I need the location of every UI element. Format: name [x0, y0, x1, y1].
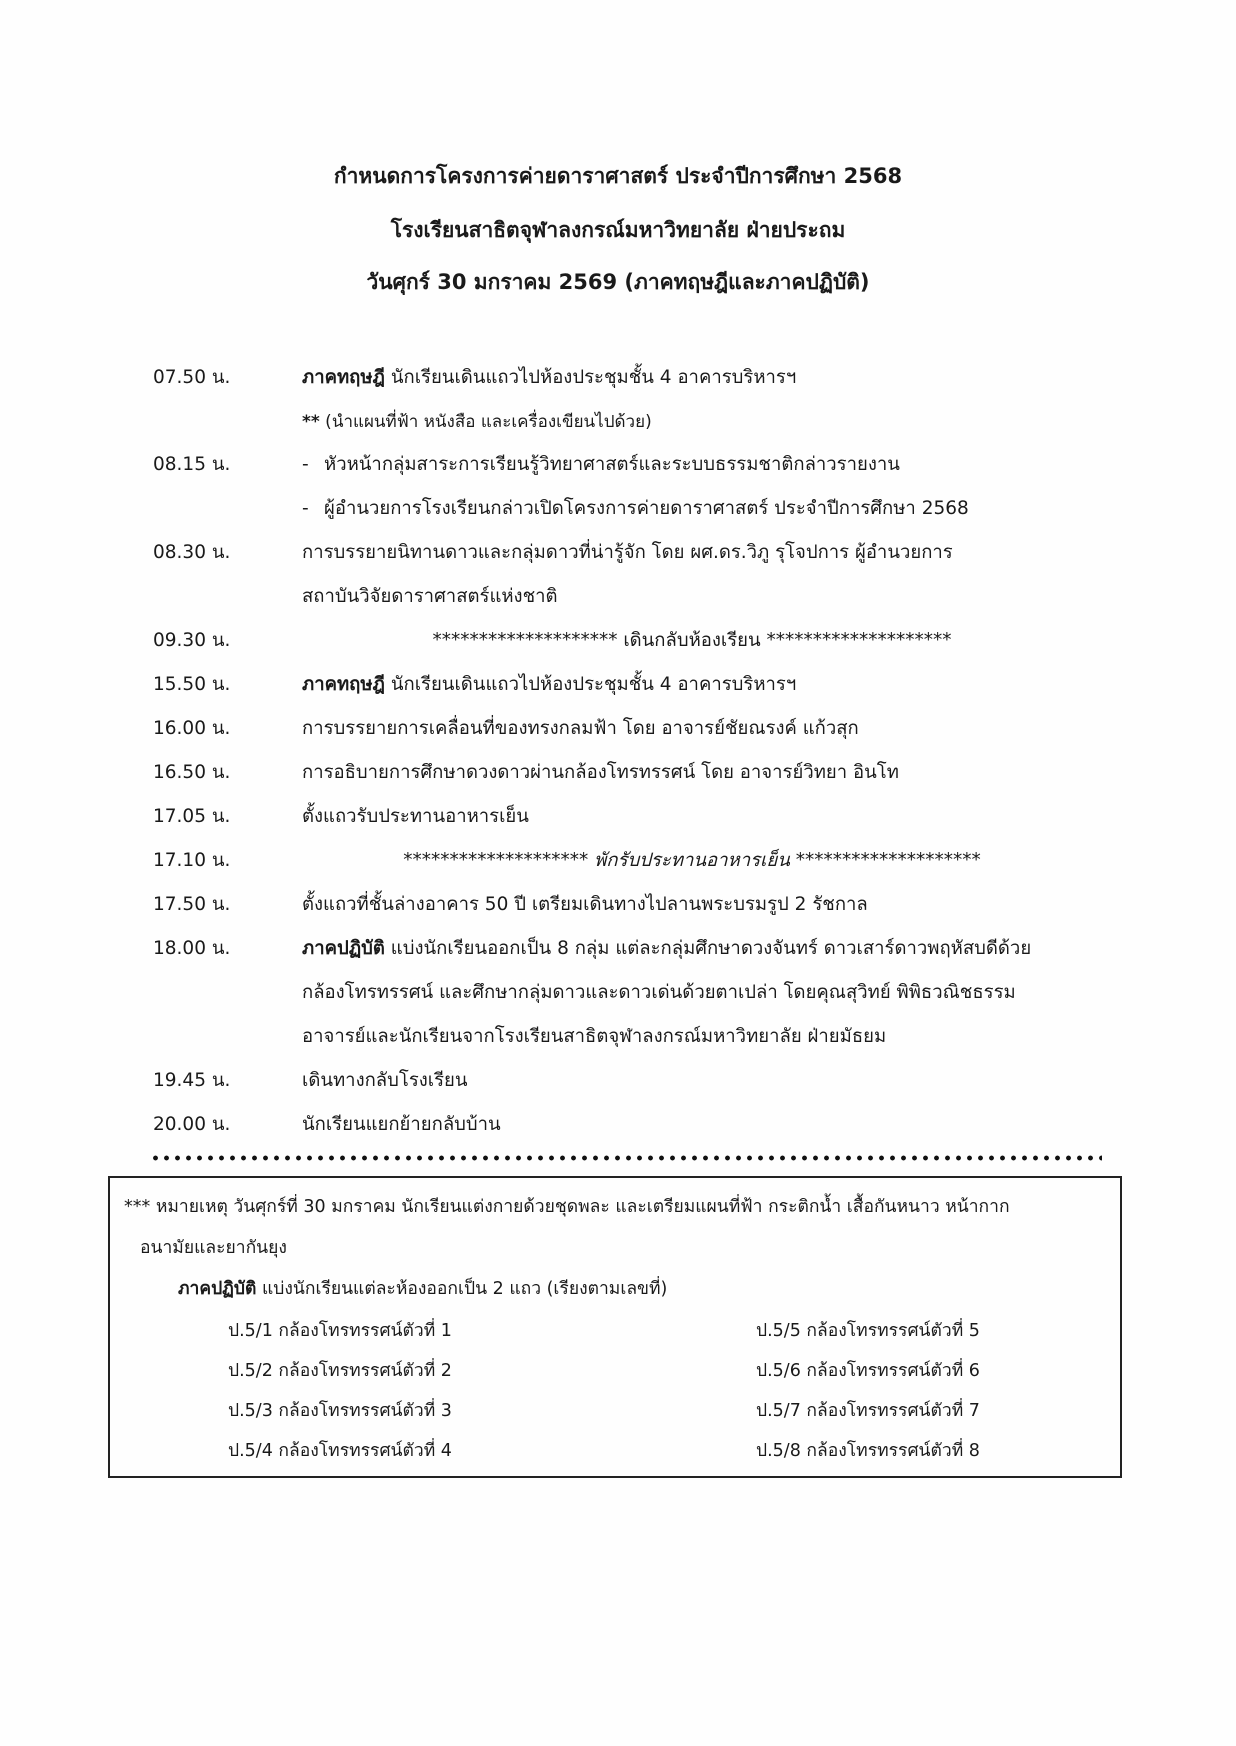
telescope-assignment: ป.5/3 กล้องโทรทรรศน์ตัวที่ 3: [228, 1401, 452, 1421]
schedule-description: (นำแผนที่ฟ้า หนังสือ และเครื่องเขียนไปด้วย): [319, 412, 652, 432]
schedule-time: 17.10 น.: [153, 850, 231, 871]
schedule-time: 17.50 น.: [153, 894, 231, 915]
stars-marker: **: [302, 412, 320, 432]
bullet-dash: -: [302, 498, 309, 519]
schedule-time: 17.05 น.: [153, 806, 231, 827]
schedule-description: แบ่งนักเรียนออกเป็น 8 กลุ่ม แต่ละกลุ่มศึกษาดวงจันทร์ ดาวเสาร์ดาวพฤหัสบดีด้วย: [384, 938, 1032, 959]
dotted-divider: [150, 1155, 1102, 1161]
bullet-dash: -: [302, 454, 309, 475]
school-name: โรงเรียนสาธิตจุฬาลงกรณ์มหาวิทยาลัย ฝ่ายประถม: [390, 218, 846, 242]
bullet-item: [302, 452, 900, 478]
event-date: วันศุกร์ 30 มกราคม 2569 (ภาคทฤษฎีและภาคปฏิบัติ): [366, 270, 870, 294]
schedule-time: 20.00 น.: [153, 1114, 231, 1135]
schedule-time: 16.50 น.: [153, 762, 231, 783]
schedule-description: สถาบันวิจัยดาราศาสตร์แห่งชาติ: [302, 586, 558, 607]
document-title: กำหนดการโครงการค่ายดาราศาสตร์ ประจำปีการศึกษา 2568: [333, 164, 903, 188]
note-text-continuation: อนามัยและยากันยุง: [140, 1238, 287, 1258]
schedule-description: กล้องโทรทรรศน์ และศึกษากลุ่มดาวและดาวเด่นด้วยตาเปล่า โดยคุณสุวิทย์ พิพิธวณิชธรรม: [302, 982, 1016, 1003]
practice-description: แบ่งนักเรียนแต่ละห้องออกเป็น 2 แถว (เรียงตามเลขที่): [256, 1279, 668, 1299]
schedule-text: [302, 672, 796, 698]
schedule-time: 08.15 น.: [153, 454, 231, 475]
schedule-description: นักเรียนเดินแถวไปห้องประชุมชั้น 4 อาคารบริหารฯ: [384, 674, 797, 695]
schedule-description: เดินทางกลับโรงเรียน: [302, 1070, 468, 1091]
schedule-time: 18.00 น.: [153, 938, 231, 959]
schedule-description: ตั้งแถวที่ชั้นล่างอาคาร 50 ปี เตรียมเดินทางไปลานพระบรมรูป 2 รัชกาล: [302, 894, 868, 915]
schedule-description: การบรรยายนิทานดาวและกลุ่มดาวที่น่ารู้จัก โดย ผศ.ดร.วิภู รุโจปการ ผู้อำนวยการ: [302, 542, 953, 563]
schedule-description: นักเรียนเดินแถวไปห้องประชุมชั้น 4 อาคารบริหารฯ: [384, 367, 797, 388]
schedule-time: 15.50 น.: [153, 674, 231, 695]
telescope-assignment: ป.5/8 กล้องโทรทรรศน์ตัวที่ 8: [756, 1441, 980, 1461]
bullet-item: [302, 496, 969, 522]
break-banner: ******************** พักรับประทานอาหารเย็น ********************: [403, 850, 981, 871]
schedule-description: การอธิบายการศึกษาดวงดาวผ่านกล้องโทรทรรศน์ โดย อาจารย์วิทยา อินโท: [302, 762, 899, 783]
schedule-description: หัวหน้ากลุ่มสาระการเรียนรู้วิทยาศาสตร์และระบบธรรมชาติกล่าวรายงาน: [324, 454, 900, 475]
telescope-assignment: ป.5/5 กล้องโทรทรรศน์ตัวที่ 5: [756, 1321, 980, 1341]
schedule-text: [302, 365, 796, 391]
schedule-description: การบรรยายการเคลื่อนที่ของทรงกลมฟ้า โดย อาจารย์ชัยณรงค์ แก้วสุก: [302, 718, 859, 739]
session-label: ภาคปฏิบัติ: [178, 1279, 257, 1299]
schedule-text: [302, 936, 1031, 962]
note-text: *** หมายเหตุ วันศุกร์ที่ 30 มกราคม นักเรียนแต่งกายด้วยชุดพละ และเตรียมแผนที่ฟ้า กระติกน้ำ เสื้อกันหนาว หน้ากาก: [124, 1197, 1010, 1217]
schedule-description: นักเรียนแยกย้ายกลับบ้าน: [302, 1114, 501, 1135]
schedule-description: อาจารย์และนักเรียนจากโรงเรียนสาธิตจุฬาลงกรณ์มหาวิทยาลัย ฝ่ายมัธยม: [302, 1026, 887, 1047]
schedule-time: 07.50 น.: [153, 367, 231, 388]
schedule-text: [302, 409, 652, 435]
break-banner: ******************** เดินกลับห้องเรียน ********************: [432, 630, 952, 651]
schedule-description: ผู้อำนวยการโรงเรียนกล่าวเปิดโครงการค่ายดาราศาสตร์ ประจำปีการศึกษา 2568: [324, 498, 969, 519]
session-label: ภาคทฤษฎี: [302, 367, 385, 388]
telescope-assignment: ป.5/4 กล้องโทรทรรศน์ตัวที่ 4: [228, 1441, 452, 1461]
schedule-time: 08.30 น.: [153, 542, 231, 563]
telescope-assignment: ป.5/7 กล้องโทรทรรศน์ตัวที่ 7: [756, 1401, 980, 1421]
telescope-assignment: ป.5/2 กล้องโทรทรรศน์ตัวที่ 2: [228, 1361, 452, 1381]
practice-instruction: [178, 1274, 667, 1302]
schedule-time: 09.30 น.: [153, 630, 231, 651]
telescope-assignment: ป.5/6 กล้องโทรทรรศน์ตัวที่ 6: [756, 1361, 980, 1381]
session-label: ภาคทฤษฎี: [302, 674, 385, 695]
schedule-time: 16.00 น.: [153, 718, 231, 739]
schedule-description: ตั้งแถวรับประทานอาหารเย็น: [302, 806, 529, 827]
schedule-time: 19.45 น.: [153, 1070, 231, 1091]
telescope-assignment: ป.5/1 กล้องโทรทรรศน์ตัวที่ 1: [228, 1321, 452, 1341]
session-label: ภาคปฏิบัติ: [302, 938, 385, 959]
note-box: [108, 1176, 1122, 1478]
